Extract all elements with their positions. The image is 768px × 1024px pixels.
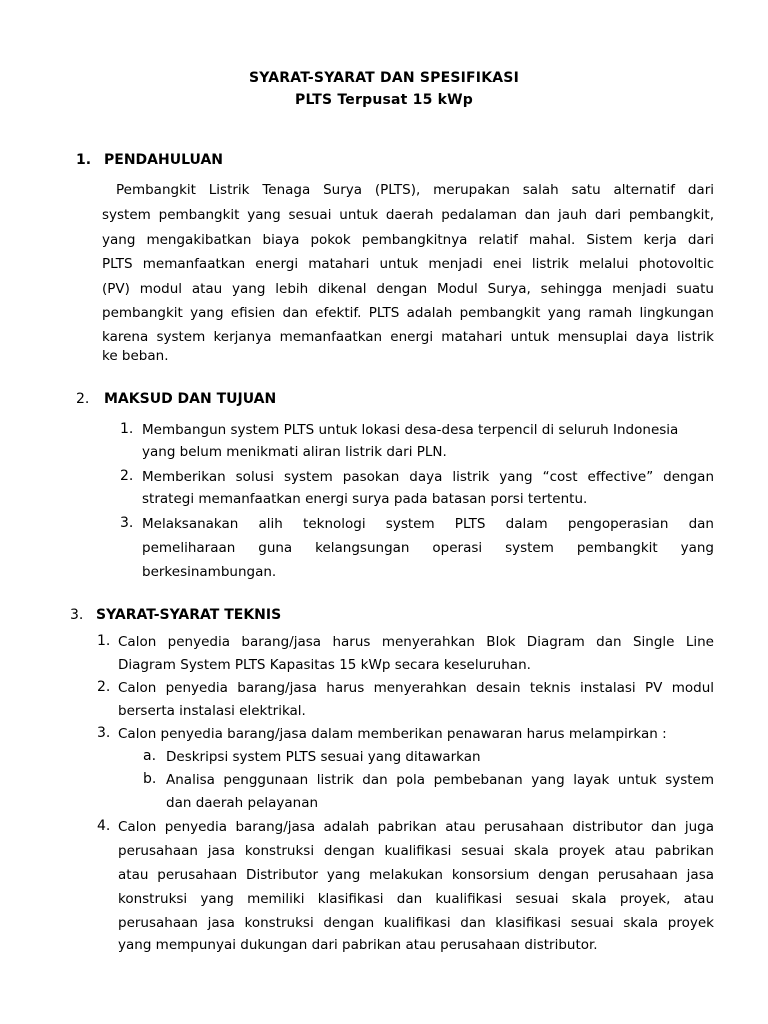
list-item: Calon penyedia barang/jasa adalah pabrikan atau perusahaan distributor dan juga	[118, 819, 714, 835]
paragraph-line: (PV) modul atau yang lebih dikenal dengan Modul Surya, sehingga menjadi suatu	[102, 281, 714, 297]
list-item: Memberikan solusi system pasokan daya listrik yang “cost effective” dengan	[142, 469, 714, 485]
section-number: 3.	[70, 607, 84, 623]
list-item: Melaksanakan alih teknologi system PLTS dalam pengoperasian dan	[142, 516, 714, 532]
list-item-number: 4.	[97, 818, 111, 834]
section-number: 1.	[76, 152, 92, 168]
list-item: Calon penyedia barang/jasa dalam memberikan penawaran harus melampirkan :	[118, 726, 667, 742]
paragraph-line: karena system kerjanya memanfaatkan energi matahari untuk mensuplai daya listrik	[102, 329, 714, 345]
section-number: 2.	[76, 391, 90, 407]
list-item-number: 3.	[97, 725, 111, 741]
section-heading-pendahuluan: PENDAHULUAN	[104, 152, 223, 168]
document-subtitle: PLTS Terpusat 15 kWp	[295, 92, 473, 108]
list-item: perusahaan jasa konstruksi dengan kualifikasi sesuai skala proyek atau pabrikan	[118, 843, 714, 859]
sub-item: Deskripsi system PLTS sesuai yang ditawarkan	[166, 749, 481, 765]
paragraph-line: Pembangkit Listrik Tenaga Surya (PLTS), merupakan salah satu alternatif dari	[116, 182, 714, 198]
list-item: Membangun system PLTS untuk lokasi desa-desa terpencil di seluruh Indonesia	[142, 422, 679, 438]
list-item: perusahaan jasa konstruksi dengan kualifikasi dan klasifikasi sesuai skala proyek	[118, 915, 714, 931]
list-item: pemeliharaan guna kelangsungan operasi system pembangkit yang	[142, 540, 714, 556]
list-item: Calon penyedia barang/jasa harus menyerahkan Blok Diagram dan Single Line	[118, 634, 714, 650]
list-item-number: 1.	[120, 421, 134, 437]
list-item-number: 2.	[97, 679, 111, 695]
section-heading-maksud-dan-tujuan: MAKSUD DAN TUJUAN	[104, 391, 277, 407]
paragraph-line: system pembangkit yang sesuai untuk daerah pedalaman dan jauh dari pembangkit,	[102, 207, 714, 223]
document-title: SYARAT-SYARAT DAN SPESIFIKASI	[248, 70, 519, 86]
list-item: berkesinambungan.	[142, 564, 277, 580]
sub-item-letter: b.	[143, 771, 157, 787]
list-item: atau perusahaan Distributor yang melakukan konsorsium dengan perusahaan jasa	[118, 867, 714, 883]
sub-item: dan daerah pelayanan	[166, 795, 319, 811]
paragraph-line: ke beban.	[102, 348, 169, 364]
list-item: konstruksi yang memiliki klasifikasi dan kualifikasi sesuai skala proyek, atau	[118, 891, 714, 907]
list-item: yang mempunyai dukungan dari pabrikan atau perusahaan distributor.	[118, 937, 598, 953]
paragraph-line: pembangkit yang efisien dan efektif. PLTS adalah pembangkit yang ramah lingkungan	[102, 305, 714, 321]
section-heading-syarat-syarat-teknis: SYARAT-SYARAT TEKNIS	[96, 607, 282, 623]
list-item: Diagram System PLTS Kapasitas 15 kWp secara keseluruhan.	[118, 657, 531, 673]
paragraph-line: PLTS memanfaatkan energi matahari untuk menjadi enei listrik melalui photovoltic	[102, 256, 714, 272]
list-item-number: 2.	[120, 468, 134, 484]
list-item-number: 1.	[97, 633, 111, 649]
sub-item: Analisa penggunaan listrik dan pola pembebanan yang layak untuk system	[166, 772, 714, 788]
list-item: berserta instalasi elektrikal.	[118, 703, 306, 719]
sub-item-letter: a.	[143, 748, 157, 764]
list-item: strategi memanfaatkan energi surya pada batasan porsi tertentu.	[142, 491, 588, 507]
list-item: Calon penyedia barang/jasa harus menyerahkan desain teknis instalasi PV modul	[118, 680, 714, 696]
paragraph-line: yang mengakibatkan biaya pokok pembangkitnya relatif mahal. Sistem kerja dari	[102, 232, 714, 248]
list-item-number: 3.	[120, 515, 134, 531]
list-item: yang belum menikmati aliran listrik dari PLN.	[142, 444, 447, 460]
